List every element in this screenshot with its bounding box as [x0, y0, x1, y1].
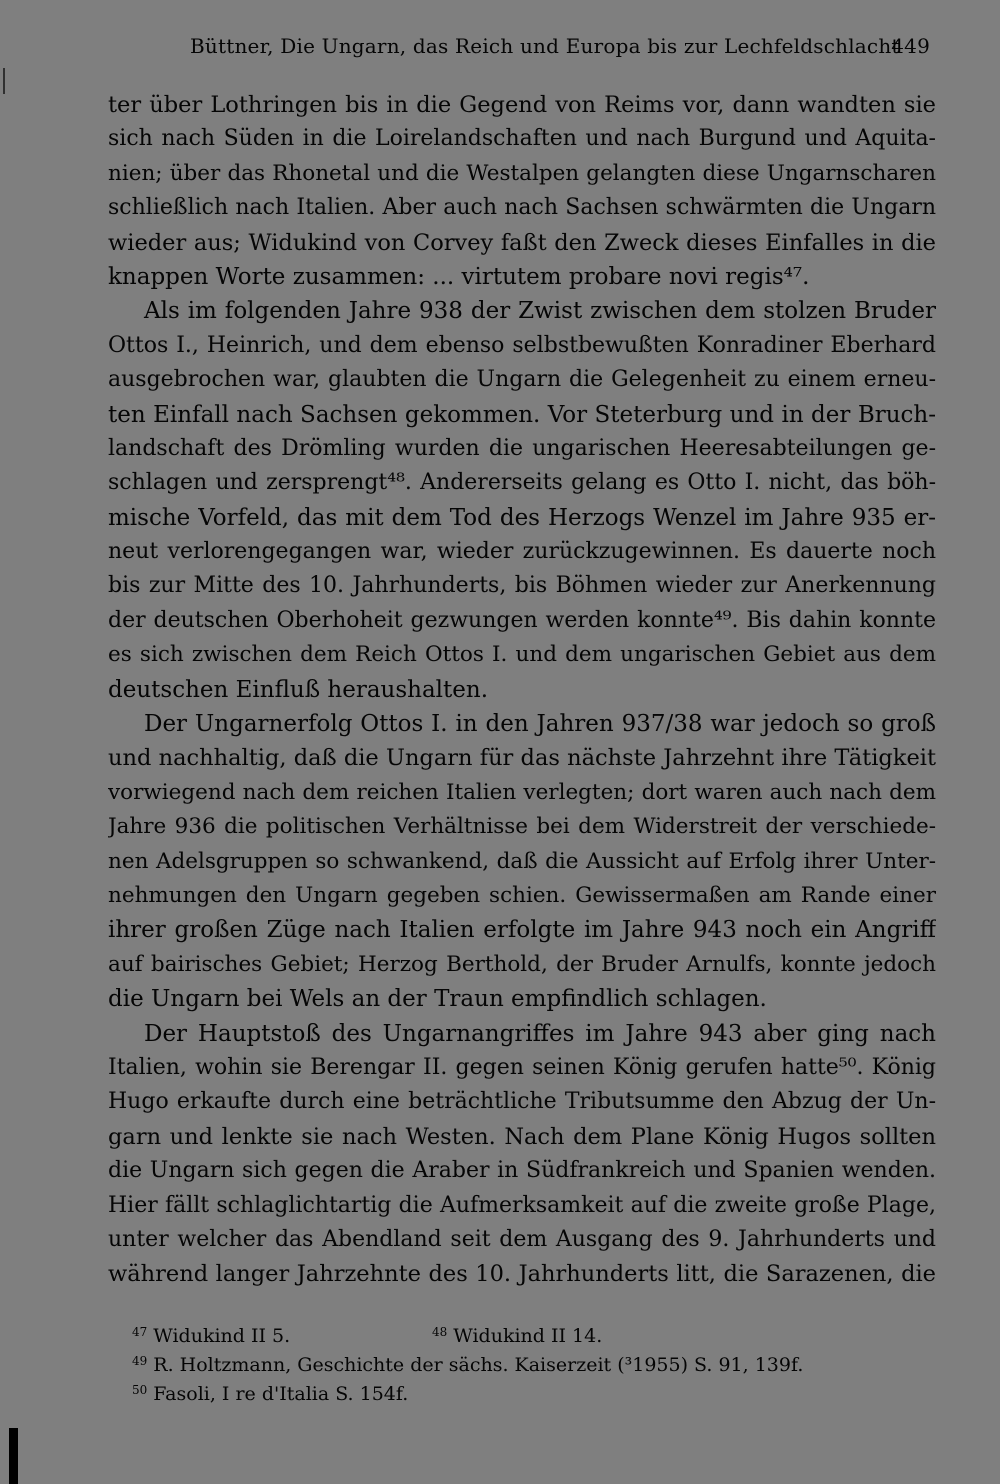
running-head [190, 34, 930, 64]
text-line: unter welcher das Abendland seit dem Ausgang des 9. Jahrhunderts und [108, 1226, 936, 1252]
text-line: nehmungen den Ungarn gegeben schien. Gewissermaßen am Rande einer [108, 882, 936, 908]
text-line: Der Ungarnerfolg Ottos I. in den Jahren 937/38 war jedoch so groß [144, 711, 936, 738]
text-line: Italien, wohin sie Berengar II. gegen seinen König gerufen hatte⁵⁰. König [108, 1054, 936, 1080]
text-line: Hugo erkaufte durch eine beträchtliche Tributsumme den Abzug der Un- [108, 1089, 936, 1115]
footnote-50 [132, 1376, 932, 1405]
text-line: ter über Lothringen bis in die Gegend von Reims vor, dann wandten sie [108, 92, 936, 118]
footnote-number: 49 [132, 1354, 148, 1368]
page-number: 449 [891, 34, 930, 58]
text-line: auf bairisches Gebiet; Herzog Berthold, der Bruder Arnulfs, konnte jedoch [108, 951, 936, 977]
footnotes [132, 1318, 932, 1405]
text-line: und nachhaltig, daß die Ungarn für das nächste Jahrzehnt ihre Tätigkeit [108, 745, 936, 772]
text-line: sich nach Süden in die Loirelandschaften und nach Burgund und Aquita- [108, 126, 936, 152]
text-line: garn und lenkte sie nach Westen. Nach dem Plane König Hugos sollten [108, 1123, 936, 1150]
text-line: Als im folgenden Jahre 938 der Zwist zwischen dem stolzen Bruder [144, 298, 936, 325]
text-line: mische Vorfeld, das mit dem Tod des Herzogs Wenzel im Jahre 935 er- [108, 504, 936, 531]
margin-mark [3, 68, 5, 94]
footnote-row [132, 1318, 932, 1347]
scan-margin-bar [9, 1428, 18, 1484]
text-line: nen Adelsgruppen so schwankend, daß die Aussicht auf Erfolg ihrer Unter- [108, 848, 936, 874]
text-line: es sich zwischen dem Reich Ottos I. und dem ungarischen Gebiet aus dem [108, 642, 936, 668]
text-line: der deutschen Oberhoheit gezwungen werden konnte⁴⁹. Bis dahin konnte [108, 607, 936, 633]
text-line: neut verlorengegangen war, wieder zurückzugewinnen. Es dauerte noch [108, 539, 936, 565]
text-line: vorwiegend nach dem reichen Italien verlegten; dort waren auch nach dem [108, 779, 936, 805]
text-line: ihrer großen Züge nach Italien erfolgte im Jahre 943 noch ein Angriff [108, 917, 936, 944]
running-title: Büttner, Die Ungarn, das Reich und Europa bis zur Lechfeldschlacht [190, 34, 900, 58]
text-line: Jahre 936 die politischen Verhältnisse bei dem Widerstreit der verschiede- [108, 814, 936, 840]
footnote-text: R. Holtzmann, Geschichte der sächs. Kaiserzeit (³1955) S. 91, 139f. [153, 1354, 804, 1376]
footnote-number: 50 [132, 1383, 148, 1397]
text-line: wieder aus; Widukind von Corvey faßt den Zweck dieses Einfalles in die [108, 229, 936, 256]
text-line: die Ungarn sich gegen die Araber in Südfrankreich und Spanien wenden. [108, 1158, 936, 1184]
text-line: während langer Jahrzehnte des 10. Jahrhunderts litt, die Sarazenen, die [108, 1261, 936, 1288]
text-line: landschaft des Drömling wurden die ungarischen Heeresabteilungen ge- [108, 435, 936, 461]
text-line: knappen Worte zusammen: ... virtutem probare novi regis⁴⁷. [108, 263, 810, 290]
footnote-text: Fasoli, I re d'Italia S. 154f. [153, 1383, 409, 1405]
footnote-text: Widukind II 14. [453, 1325, 603, 1347]
text-line: Hier fällt schlaglichtartig die Aufmerksamkeit auf die zweite große Plage, [108, 1192, 936, 1218]
text-line: Der Hauptstoß des Ungarnangriffes im Jahre 943 aber ging nach [144, 1020, 936, 1047]
text-line: schließlich nach Italien. Aber auch nach Sachsen schwärmten die Ungarn [108, 195, 936, 221]
text-line: Ottos I., Heinrich, und dem ebenso selbstbewußten Konradiner Eberhard [108, 332, 936, 358]
text-line: schlagen und zersprengt⁴⁸. Andererseits gelang es Otto I. nicht, das böh- [108, 470, 936, 496]
text-line: die Ungarn bei Wels an der Traun empfindlich schlagen. [108, 986, 767, 1013]
footnote-47 [132, 1325, 290, 1347]
text-line: nien; über das Rhonetal und die Westalpen gelangten diese Ungarnscharen [108, 160, 936, 186]
body-text [108, 88, 936, 1292]
text-line: deutschen Einfluß heraushalten. [108, 676, 489, 703]
text-line: bis zur Mitte des 10. Jahrhunderts, bis Böhmen wieder zur Anerkennung [108, 573, 936, 599]
text-line: ausgebrochen war, glaubten die Ungarn die Gelegenheit zu einem erneu- [108, 367, 936, 393]
text-line: ten Einfall nach Sachsen gekommen. Vor Steterburg und in der Bruch- [108, 401, 936, 428]
footnote-number: 47 [132, 1325, 148, 1339]
footnote-49 [132, 1347, 932, 1376]
footnote-number: 48 [432, 1325, 448, 1339]
footnote-text: Widukind II 5. [153, 1325, 291, 1347]
